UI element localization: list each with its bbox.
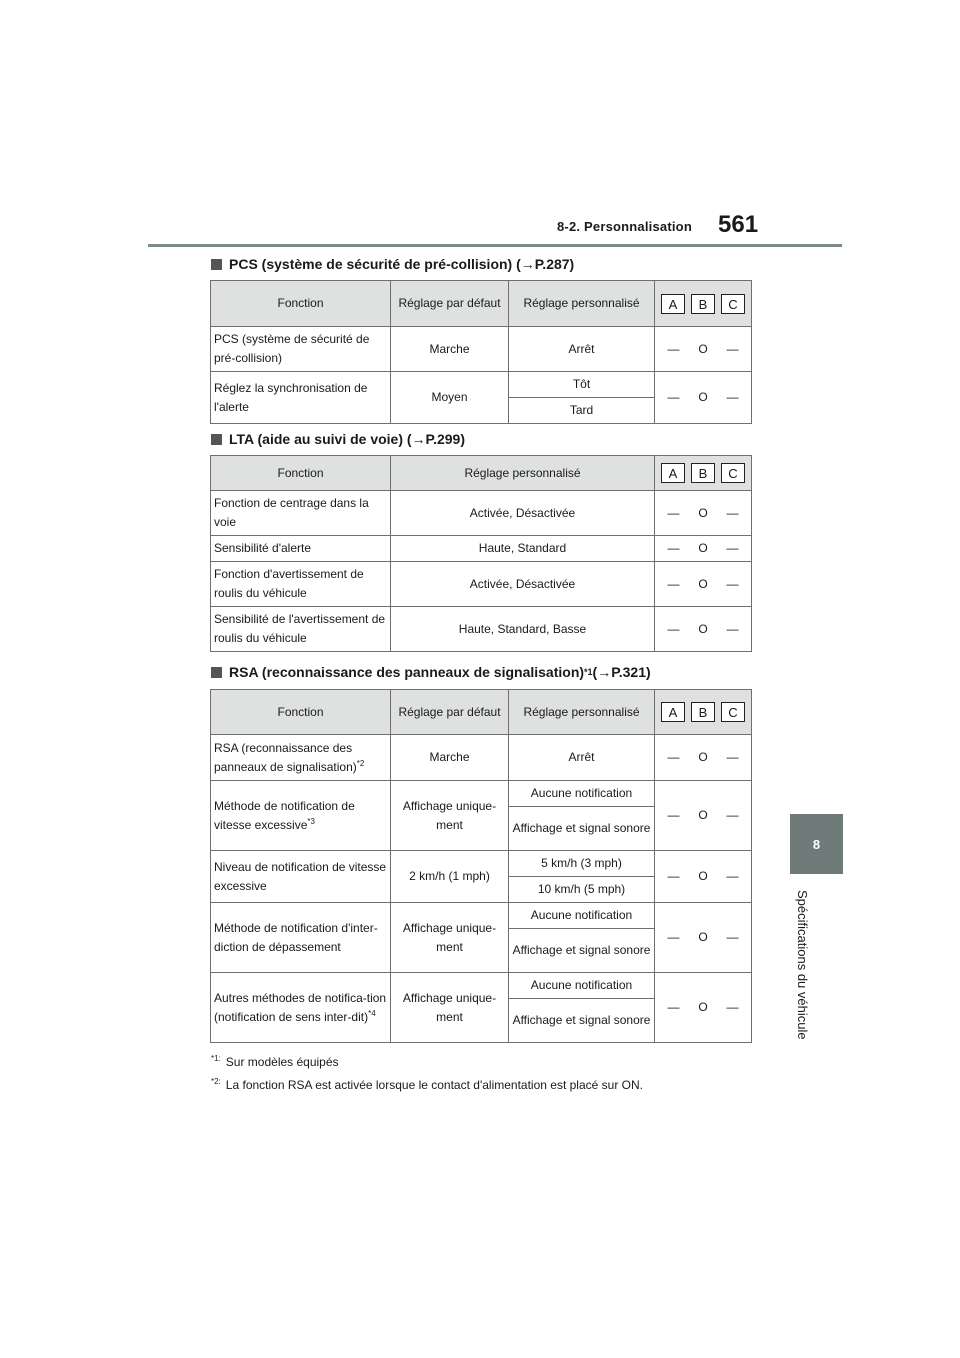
square-bullet-icon [211, 434, 222, 445]
cell-fonction: Fonction d'avertissement de roulis du véhicule [211, 562, 391, 607]
mark-a: — [667, 930, 680, 944]
cell-defaut: Marche [391, 327, 509, 372]
mark-b: O [698, 505, 708, 520]
footnote-mark: *1: [211, 1054, 221, 1063]
cell-perso: Haute, Standard, Basse [391, 607, 655, 652]
cell-abc [655, 607, 752, 652]
mark-c: — [726, 505, 739, 520]
cell-defaut: Affichage unique-ment [391, 781, 509, 851]
cell-abc [655, 536, 752, 562]
cell-perso: Aucune notification [509, 781, 655, 807]
cell-perso: Arrêt [509, 327, 655, 372]
cell-defaut: Marche [391, 735, 509, 781]
label-b: B [691, 702, 715, 722]
cell-perso: Aucune notification [509, 973, 655, 999]
cell-perso: Activée, Désactivée [391, 491, 655, 536]
mark-b: O [698, 750, 708, 764]
table-row [211, 491, 752, 536]
label-c: C [721, 702, 745, 722]
footnote [211, 1055, 339, 1069]
mark-b: O [698, 869, 708, 883]
cell-fonction [211, 781, 391, 851]
cell-defaut: Affichage unique-ment [391, 973, 509, 1043]
footnote-mark: *3 [307, 816, 315, 826]
lta-heading [211, 431, 465, 447]
table-row [211, 735, 752, 781]
mark-a: — [667, 621, 680, 636]
lta-title: LTA (aide au suivi de voie) ( [229, 431, 412, 447]
mark-c: — [726, 750, 739, 764]
table-header-row [211, 690, 752, 735]
cell-abc [655, 372, 752, 424]
mark-a: — [667, 341, 680, 356]
mark-a: — [667, 808, 680, 822]
mark-a: — [667, 505, 680, 520]
mark-b: O [698, 576, 708, 591]
label-c: C [721, 294, 745, 314]
table-row [211, 372, 752, 398]
footnote-mark: *2 [356, 758, 365, 768]
table-header-row [211, 281, 752, 327]
cell-perso: Activée, Désactivée [391, 562, 655, 607]
cell-abc [655, 562, 752, 607]
col-fonction: Fonction [211, 281, 391, 327]
cell-perso: Tôt [509, 372, 655, 398]
mark-b: O [698, 808, 708, 822]
cell-fonction: Réglez la synchronisation de l'alerte [211, 372, 391, 424]
cell-perso: Arrêt [509, 735, 655, 781]
col-fonction: Fonction [211, 690, 391, 735]
rsa-table [210, 689, 752, 1043]
col-abc [655, 690, 752, 735]
cell-perso: Affichage et signal sonore [509, 999, 655, 1043]
cell-fonction: Sensibilité de l'avertissement de roulis du véhicule [211, 607, 391, 652]
cell-defaut: 2 km/h (1 mph) [391, 851, 509, 903]
cell-perso: 10 km/h (5 mph) [509, 877, 655, 903]
table-row [211, 562, 752, 607]
mark-a: — [667, 390, 680, 404]
section-title: 8-2. Personnalisation [557, 219, 692, 234]
mark-c: — [726, 621, 739, 636]
mark-b: O [698, 541, 708, 555]
mark-a: — [667, 541, 680, 555]
rsa-heading: RSA (reconnaissance des panneaux de signalisation) *1 (→P.321) [211, 664, 651, 680]
pcs-page-ref: →P.287) [520, 256, 575, 272]
mark-a: — [667, 1000, 680, 1014]
label-a: A [661, 463, 685, 483]
page-number: 561 [718, 211, 759, 238]
col-perso: Réglage personnalisé [391, 456, 655, 491]
cell-fonction: Niveau de notification de vitesse excessive [211, 851, 391, 903]
cell-fonction: Sensibilité d'alerte [211, 536, 391, 562]
col-fonction: Fonction [211, 456, 391, 491]
cell-defaut: Moyen [391, 372, 509, 424]
col-perso: Réglage personnalisé [509, 281, 655, 327]
mark-b: O [698, 621, 708, 636]
cell-fonction [211, 735, 391, 781]
label-b: B [691, 463, 715, 483]
mark-c: — [726, 390, 739, 404]
mark-b: O [698, 930, 708, 944]
mark-a: — [667, 750, 680, 764]
footnote-text: La fonction RSA est activée lorsque le contact d'alimentation est placé sur ON. [225, 1078, 643, 1092]
chapter-title: Spécifications du véhicule [795, 890, 810, 1040]
mark-c: — [726, 576, 739, 591]
mark-c: — [726, 341, 739, 356]
table-row [211, 903, 752, 929]
mark-a: — [667, 869, 680, 883]
cell-fonction [211, 973, 391, 1043]
mark-c: — [726, 930, 739, 944]
mark-a: — [667, 576, 680, 591]
cell-abc [655, 327, 752, 372]
col-abc [655, 281, 752, 327]
col-abc [655, 456, 752, 491]
cell-abc [655, 851, 752, 903]
table-row [211, 327, 752, 372]
cell-perso: Affichage et signal sonore [509, 929, 655, 973]
pcs-table [210, 280, 752, 424]
footnote-text: Sur modèles équipés [225, 1055, 339, 1069]
cell-abc [655, 491, 752, 536]
cell-abc [655, 903, 752, 973]
lta-page-ref: →P.299) [411, 431, 465, 447]
label-a: A [661, 702, 685, 722]
lta-table [210, 455, 752, 652]
cell-fonction: Fonction de centrage dans la voie [211, 491, 391, 536]
footnote-mark: *4 [368, 1008, 376, 1018]
rsa-page-ref: (→P.321) [592, 664, 651, 680]
footnote-mark: *2: [211, 1077, 221, 1086]
col-defaut: Réglage par défaut [391, 281, 509, 327]
table-row [211, 973, 752, 999]
mark-c: — [726, 869, 739, 883]
chapter-tab: 8 [790, 814, 843, 874]
cell-abc [655, 781, 752, 851]
cell-perso: Tard [509, 398, 655, 424]
label-b: B [691, 294, 715, 314]
mark-b: O [698, 390, 708, 404]
rsa-title: RSA (reconnaissance des panneaux de signalisation) [229, 664, 585, 680]
table-row [211, 781, 752, 807]
cell-perso: 5 km/h (3 mph) [509, 851, 655, 877]
mark-c: — [726, 808, 739, 822]
mark-c: — [726, 1000, 739, 1014]
footnote [211, 1078, 643, 1092]
square-bullet-icon [211, 259, 222, 270]
col-perso: Réglage personnalisé [509, 690, 655, 735]
square-bullet-icon [211, 667, 222, 678]
mark-c: — [726, 541, 739, 555]
cell-fonction: PCS (système de sécurité de pré-collision) [211, 327, 391, 372]
label-c: C [721, 463, 745, 483]
mark-b: O [698, 341, 708, 356]
mark-b: O [698, 1000, 708, 1014]
cell-fonction-text: RSA (reconnaissance des panneaux de signalisation) [214, 740, 357, 774]
pcs-title: PCS (système de sécurité de pré-collision) ( [229, 256, 521, 272]
table-row [211, 536, 752, 562]
cell-fonction-text: Autres méthodes de notifica-tion (notification de sens inter-dit) [214, 990, 387, 1024]
label-a: A [661, 294, 685, 314]
table-header-row [211, 456, 752, 491]
cell-defaut: Affichage unique-ment [391, 903, 509, 973]
cell-perso: Haute, Standard [391, 536, 655, 562]
cell-abc [655, 973, 752, 1043]
cell-fonction: Méthode de notification d'inter-diction de dépassement [211, 903, 391, 973]
pcs-heading [211, 256, 574, 272]
header-rule [148, 244, 842, 247]
cell-perso: Aucune notification [509, 903, 655, 929]
cell-perso: Affichage et signal sonore [509, 807, 655, 851]
table-row [211, 607, 752, 652]
cell-fonction-text: Méthode de notification de vitesse excessive [214, 798, 355, 832]
table-row [211, 851, 752, 877]
col-defaut: Réglage par défaut [391, 690, 509, 735]
cell-abc [655, 735, 752, 781]
